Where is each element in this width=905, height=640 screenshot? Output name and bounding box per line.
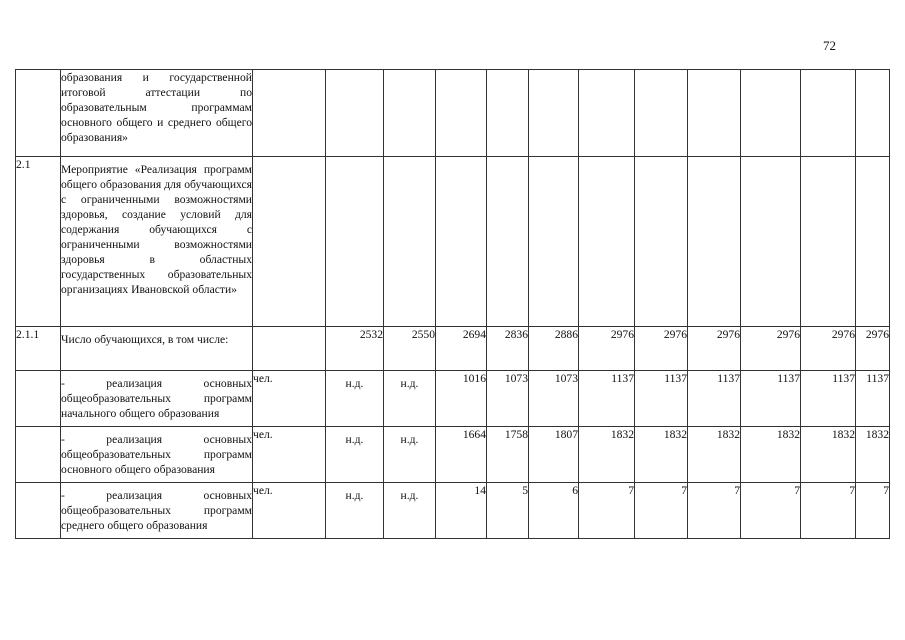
value-cell: [856, 70, 890, 157]
value-cell: 2976: [741, 327, 801, 371]
value-cell: 1664: [436, 427, 487, 483]
value-cell: [801, 70, 856, 157]
table-row: [16, 327, 890, 371]
value-cell: [436, 157, 487, 327]
value-cell: [326, 157, 384, 327]
row-unit: чел.: [253, 371, 326, 427]
value-cell: [801, 157, 856, 327]
value-cell: 1137: [635, 371, 688, 427]
row-description: образования и государственной итоговой аттестации по образовательным программам основного общего и среднего общего образования»: [61, 70, 253, 157]
row-unit: [253, 327, 326, 371]
indicators-table: [15, 69, 890, 539]
value-cell: 6: [529, 483, 579, 539]
value-cell: н.д.: [326, 483, 384, 539]
value-cell: 1832: [741, 427, 801, 483]
row-number: [16, 70, 61, 157]
row-description: - реализация основных общеобразовательных программ начального общего образования: [61, 371, 253, 427]
value-cell: 7: [801, 483, 856, 539]
value-cell: 1137: [856, 371, 890, 427]
value-cell: 2836: [487, 327, 529, 371]
value-cell: 5: [487, 483, 529, 539]
row-number: 2.1.1: [16, 327, 61, 371]
value-cell: [635, 70, 688, 157]
value-cell: н.д.: [326, 427, 384, 483]
value-cell: 2550: [384, 327, 436, 371]
value-cell: 1807: [529, 427, 579, 483]
value-cell: 7: [856, 483, 890, 539]
value-cell: 1758: [487, 427, 529, 483]
row-unit: [253, 70, 326, 157]
value-cell: 2976: [856, 327, 890, 371]
value-cell: 7: [635, 483, 688, 539]
table-row: [16, 70, 890, 157]
page-number: 72: [823, 38, 836, 53]
row-description: - реализация основных общеобразовательных программ среднего общего образования: [61, 483, 253, 539]
value-cell: н.д.: [326, 371, 384, 427]
value-cell: [579, 70, 635, 157]
value-cell: [579, 157, 635, 327]
value-cell: 1073: [487, 371, 529, 427]
value-cell: [688, 70, 741, 157]
value-cell: [741, 70, 801, 157]
value-cell: 2976: [801, 327, 856, 371]
table-row: [16, 427, 890, 483]
value-cell: 2694: [436, 327, 487, 371]
value-cell: н.д.: [384, 371, 436, 427]
value-cell: н.д.: [384, 483, 436, 539]
value-cell: [326, 70, 384, 157]
value-cell: 7: [741, 483, 801, 539]
value-cell: 1832: [856, 427, 890, 483]
value-cell: [741, 157, 801, 327]
value-cell: [436, 70, 487, 157]
value-cell: 14: [436, 483, 487, 539]
value-cell: [384, 70, 436, 157]
value-cell: 2976: [579, 327, 635, 371]
value-cell: 1016: [436, 371, 487, 427]
row-number: [16, 371, 61, 427]
table-row: [16, 483, 890, 539]
value-cell: 7: [688, 483, 741, 539]
value-cell: 1073: [529, 371, 579, 427]
value-cell: 1137: [801, 371, 856, 427]
value-cell: 2532: [326, 327, 384, 371]
row-number: [16, 483, 61, 539]
value-cell: [635, 157, 688, 327]
value-cell: 2886: [529, 327, 579, 371]
value-cell: 7: [579, 483, 635, 539]
value-cell: 2976: [635, 327, 688, 371]
value-cell: 1137: [688, 371, 741, 427]
row-number: 2.1: [16, 157, 61, 327]
value-cell: 1137: [741, 371, 801, 427]
row-number: [16, 427, 61, 483]
value-cell: [529, 157, 579, 327]
value-cell: 1137: [579, 371, 635, 427]
row-description: - реализация основных общеобразовательных программ основного общего образования: [61, 427, 253, 483]
value-cell: н.д.: [384, 427, 436, 483]
row-unit: [253, 157, 326, 327]
value-cell: [529, 70, 579, 157]
value-cell: [384, 157, 436, 327]
value-cell: [487, 157, 529, 327]
row-unit: чел.: [253, 427, 326, 483]
table-row: [16, 157, 890, 327]
table-row: [16, 371, 890, 427]
value-cell: 1832: [688, 427, 741, 483]
row-description: Мероприятие «Реализация программ общего образования для обучающихся с ограниченными возможностями здоровья, создание условий для содержания обучающихся с ограниченными возможностями здоровья в областных государственных образовательных организациях Ивановской области»: [61, 157, 253, 327]
value-cell: 1832: [579, 427, 635, 483]
value-cell: [487, 70, 529, 157]
value-cell: [688, 157, 741, 327]
value-cell: 1832: [801, 427, 856, 483]
value-cell: [856, 157, 890, 327]
row-description: Число обучающихся, в том числе:: [61, 327, 253, 371]
value-cell: 2976: [688, 327, 741, 371]
value-cell: 1832: [635, 427, 688, 483]
row-unit: чел.: [253, 483, 326, 539]
